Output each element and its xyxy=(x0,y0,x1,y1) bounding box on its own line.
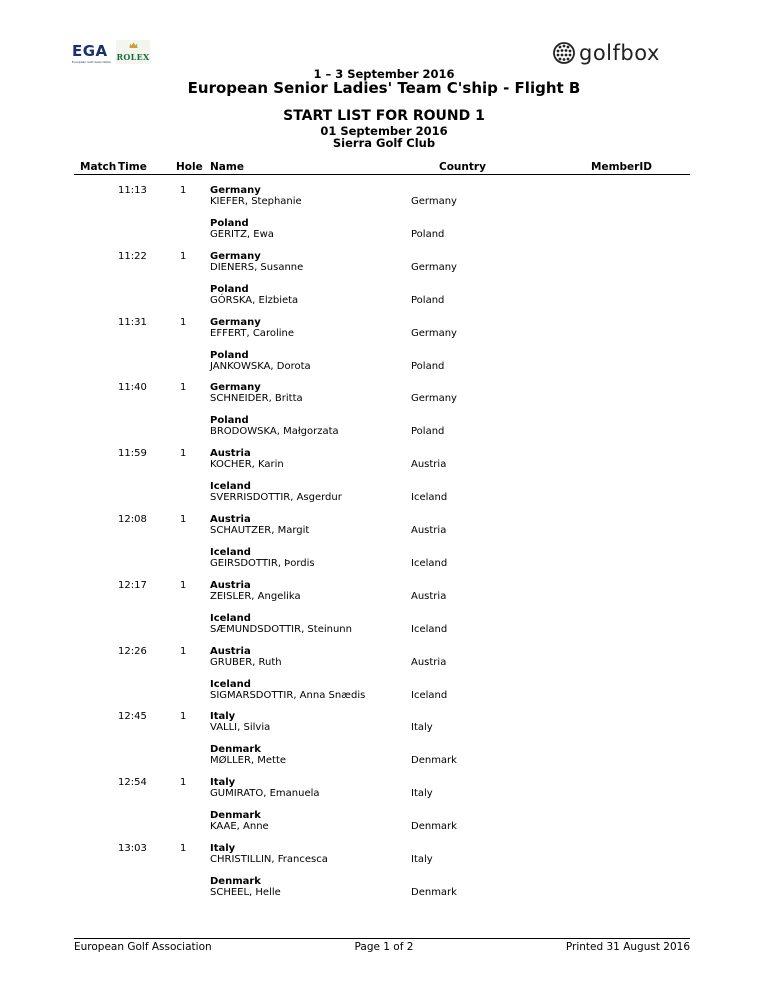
event-title: European Senior Ladies' Team C'ship - Flight B xyxy=(187,79,581,97)
start-hole: 1 xyxy=(180,448,187,460)
player-team: Germany xyxy=(210,382,261,394)
player-team: Denmark xyxy=(210,810,261,822)
player-name: MØLLER, Mette xyxy=(210,755,287,767)
start-hole: 1 xyxy=(180,843,187,854)
column-header-country: Country xyxy=(439,161,486,173)
player-team: Austria xyxy=(210,448,251,460)
player-country: Italy xyxy=(411,788,433,800)
player-team: Iceland xyxy=(210,547,251,558)
player-country: Austria xyxy=(411,656,447,668)
player-name: BRODOWSKA, Małgorzata xyxy=(210,426,339,438)
player-name: ZEISLER, Angelika xyxy=(210,590,301,602)
start-hole: 1 xyxy=(180,514,187,525)
footer-divider xyxy=(74,938,690,939)
player-name: CHRISTILLIN, Francesca xyxy=(210,854,328,865)
player-country: Poland xyxy=(411,294,445,306)
player-name: VALLI, Silvia xyxy=(210,722,271,734)
start-hole: 1 xyxy=(180,777,187,789)
player-team: Poland xyxy=(210,218,249,229)
player-team: Germany xyxy=(210,185,261,196)
start-list-title: START LIST FOR ROUND 1 xyxy=(283,108,485,124)
tee-time: 11:13 xyxy=(118,185,147,196)
player-name: SIGMARSDOTTIR, Anna Snædis xyxy=(210,689,366,701)
player-team: Iceland xyxy=(210,481,251,493)
column-header-name: Name xyxy=(210,161,244,173)
player-country: Germany xyxy=(411,261,457,273)
player-team: Iceland xyxy=(210,678,251,690)
player-team: Italy xyxy=(210,843,236,854)
golfbox-logo-text: golfbox xyxy=(579,41,660,65)
page-number: Page 1 of 2 xyxy=(354,941,414,953)
player-name: JANKOWSKA, Dorota xyxy=(210,360,311,372)
player-team: Germany xyxy=(210,250,261,262)
tee-time: 11:22 xyxy=(118,250,147,262)
footer-organisation: European Golf Association xyxy=(74,941,212,953)
player-country: Poland xyxy=(411,360,445,372)
player-country: Germany xyxy=(411,196,457,207)
player-team: Austria xyxy=(210,514,251,525)
start-hole: 1 xyxy=(180,316,187,328)
player-team: Poland xyxy=(210,349,249,361)
golfbox-logo xyxy=(553,40,660,66)
tee-time: 12:17 xyxy=(118,579,147,591)
player-name: GUMIRATO, Emanuela xyxy=(210,788,320,800)
event-dates: 1 – 3 September 2016 xyxy=(313,67,455,81)
venue-name: Sierra Golf Club xyxy=(332,136,436,150)
player-team: Iceland xyxy=(210,612,251,624)
player-country: Italy xyxy=(411,722,433,734)
tee-time: 12:08 xyxy=(118,514,147,525)
column-header-match: Match xyxy=(80,161,117,173)
player-name: GRUBER, Ruth xyxy=(210,656,282,668)
player-country: Iceland xyxy=(411,492,448,504)
player-name: SCHNEIDER, Britta xyxy=(210,393,303,405)
tee-time: 11:59 xyxy=(118,448,147,460)
player-country: Iceland xyxy=(411,689,448,701)
player-country: Germany xyxy=(411,393,457,405)
start-hole: 1 xyxy=(180,579,187,591)
tee-time: 12:54 xyxy=(118,777,147,789)
player-country: Poland xyxy=(411,229,445,240)
player-country: Germany xyxy=(411,327,457,339)
tee-time: 13:03 xyxy=(118,843,147,854)
tee-time: 11:31 xyxy=(118,316,147,328)
header-divider xyxy=(74,174,690,175)
printed-date: Printed 31 August 2016 xyxy=(565,941,690,953)
ega-logo xyxy=(72,42,112,64)
player-country: Austria xyxy=(411,590,447,602)
tee-time: 12:26 xyxy=(118,645,147,657)
start-hole: 1 xyxy=(180,645,187,657)
player-name: GÓRSKA, Elzbieta xyxy=(210,294,299,306)
player-name: KIEFER, Stephanie xyxy=(210,196,302,207)
ega-logo-text: EGA xyxy=(72,42,108,60)
player-country: Iceland xyxy=(411,558,448,569)
player-team: Italy xyxy=(210,777,236,789)
player-name: GEIRSDOTTIR, Þordis xyxy=(210,558,315,569)
ega-logo-subtext: European Golf Association xyxy=(72,60,112,64)
player-name: EFFERT, Caroline xyxy=(210,327,294,339)
player-country: Austria xyxy=(411,459,447,471)
player-name: KOCHER, Karin xyxy=(210,459,284,471)
round-date: 01 September 2016 xyxy=(320,124,448,138)
column-header-time: Time xyxy=(118,161,147,173)
player-name: SCHEEL, Helle xyxy=(210,887,281,898)
rolex-logo xyxy=(116,40,150,64)
player-team: Austria xyxy=(210,645,251,657)
player-name: GERITZ, Ewa xyxy=(210,229,274,240)
player-team: Germany xyxy=(210,316,261,328)
start-hole: 1 xyxy=(180,250,187,262)
player-country: Denmark xyxy=(411,821,457,833)
player-team: Denmark xyxy=(210,876,261,887)
start-hole: 1 xyxy=(180,711,187,723)
column-header-member-id: MemberID xyxy=(591,161,652,173)
start-hole: 1 xyxy=(180,185,187,196)
tee-time: 12:45 xyxy=(118,711,147,723)
golf-ball-icon xyxy=(553,42,575,64)
tee-time: 11:40 xyxy=(118,382,147,394)
player-country: Denmark xyxy=(411,755,457,767)
rolex-logo-text: ROLEX xyxy=(116,52,150,62)
column-header-hole: Hole xyxy=(176,161,203,173)
player-team: Poland xyxy=(210,415,249,427)
player-name: DIENERS, Susanne xyxy=(210,261,304,273)
player-country: Italy xyxy=(411,854,433,865)
player-country: Poland xyxy=(411,426,445,438)
player-name: SÆMUNDSDOTTIR, Steinunn xyxy=(210,623,352,635)
crown-icon xyxy=(129,42,138,49)
player-team: Italy xyxy=(210,711,236,723)
player-name: SCHAUTZER, Margit xyxy=(210,525,310,536)
player-country: Iceland xyxy=(411,623,448,635)
player-team: Poland xyxy=(210,283,249,295)
player-team: Austria xyxy=(210,579,251,591)
player-country: Austria xyxy=(411,525,447,536)
player-country: Denmark xyxy=(411,887,457,898)
start-hole: 1 xyxy=(180,382,187,394)
player-name: SVERRISDOTTIR, Asgerdur xyxy=(210,492,342,504)
player-team: Denmark xyxy=(210,744,261,756)
player-name: KAAE, Anne xyxy=(210,821,269,833)
